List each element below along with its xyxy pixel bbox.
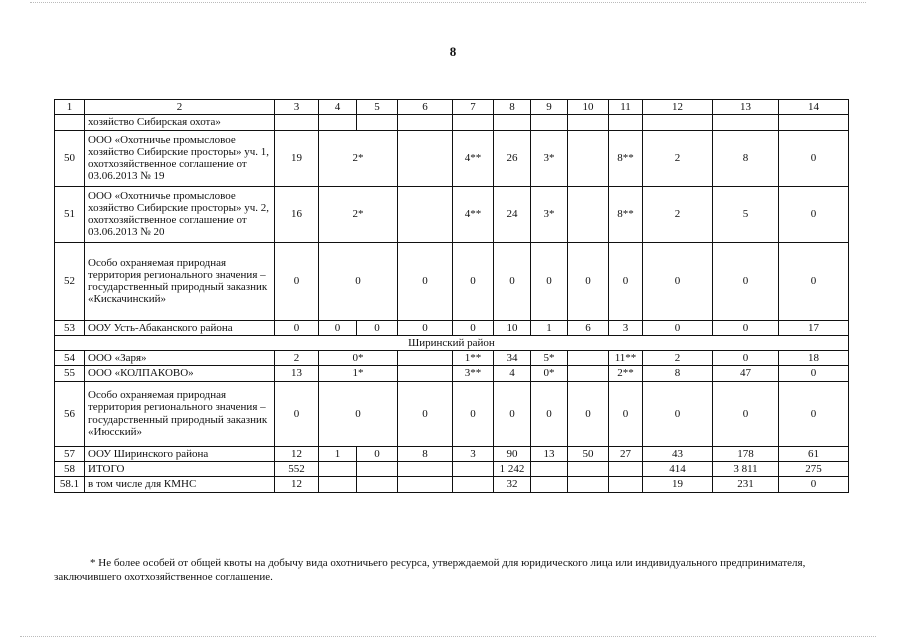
quota-value [357,477,398,492]
quota-value: 0 [357,446,398,461]
quota-value: 10 [494,320,531,335]
table-row [55,320,849,335]
quota-value: 2 [643,130,713,186]
row-number: 54 [55,351,85,366]
footnote: * Не более особей от общей квоты на добычу вида охотничьего ресурса, утверждаемой для юридического лица или индивидуального предпринимателя, заключившего охотхозяйственное соглашение. [54,557,806,583]
quota-value: 50 [568,446,609,461]
table-row [55,446,849,461]
quota-value: 0 [568,381,609,446]
quota-value: 0* [531,366,568,381]
quota-value: 0 [275,381,319,446]
quota-value: 0 [713,320,779,335]
quota-value [568,186,609,242]
region-label: Ширинский район [55,335,849,350]
quota-value: 18 [779,351,849,366]
holder-name: ООУ Ширинского района [85,446,275,461]
quota-value [319,115,357,130]
quota-value [453,477,494,492]
column-number: 2 [85,100,275,115]
quota-value: 1 [319,446,357,461]
quota-value: 1* [319,366,398,381]
quota-value [398,366,453,381]
quota-value: 0 [779,477,849,492]
holder-name: ООО «КОЛПАКОВО» [85,366,275,381]
row-number: 56 [55,381,85,446]
quota-value: 0 [398,320,453,335]
quota-value: 0 [643,242,713,320]
quota-value: 3 [453,446,494,461]
quota-value: 275 [779,462,849,477]
quota-value: 0 [494,381,531,446]
quota-value: 0 [713,242,779,320]
quota-value: 0 [609,381,643,446]
quota-value: 90 [494,446,531,461]
quota-value: 0 [398,242,453,320]
quota-value [568,462,609,477]
table-row [55,242,849,320]
holder-name: ООУ Усть-Абаканского района [85,320,275,335]
quota-value: 0 [453,320,494,335]
table-row [55,462,849,477]
quota-value [568,130,609,186]
quota-value: 0 [275,320,319,335]
page-number: 8 [449,44,457,59]
quota-value: 34 [494,351,531,366]
scan-top-edge [30,2,866,3]
quota-value: 0 [453,381,494,446]
quota-value: 3 811 [713,462,779,477]
column-number: 8 [494,100,531,115]
quota-value: 12 [275,477,319,492]
table-row [55,115,849,130]
quota-value: 8 [643,366,713,381]
quota-value: 0 [713,381,779,446]
holder-name: ООО «Охотничье промысловое хозяйство Сибирские просторы» уч. 2, охотхозяйственное соглашение от 03.06.2013 № 20 [85,186,275,242]
quota-value: 5 [713,186,779,242]
header-row [55,100,849,115]
holder-name: Особо охраняемая природная территория регионального значения – государственный природный заказник «Кискачинский» [85,242,275,320]
quota-value: 1 [531,320,568,335]
quota-value [319,462,357,477]
quota-value: 1 242 [494,462,531,477]
quota-value: 0 [643,320,713,335]
quota-value: 0 [531,381,568,446]
quota-value: 0 [643,381,713,446]
quota-value: 0 [609,242,643,320]
quota-value [319,477,357,492]
quota-value: 2* [319,186,398,242]
quota-value [643,115,713,130]
quota-value: 0 [779,130,849,186]
quota-table [54,99,849,493]
quota-value: 0 [779,381,849,446]
quota-value [398,351,453,366]
row-number [55,115,85,130]
column-number: 3 [275,100,319,115]
quota-value: 0 [713,351,779,366]
quota-value [609,477,643,492]
quota-value [494,115,531,130]
quota-value [398,115,453,130]
quota-value: 4 [494,366,531,381]
quota-value: 6 [568,320,609,335]
quota-value: 17 [779,320,849,335]
holder-name: хозяйство Сибирская охота» [85,115,275,130]
quota-value [398,462,453,477]
column-number: 14 [779,100,849,115]
row-number: 57 [55,446,85,461]
quota-value: 0 [398,381,453,446]
column-number: 5 [357,100,398,115]
quota-value: 0 [319,242,398,320]
column-number: 7 [453,100,494,115]
quota-value: 47 [713,366,779,381]
quota-value: 0 [779,242,849,320]
table-row [55,130,849,186]
quota-value [609,115,643,130]
quota-value [779,115,849,130]
quota-value: 0 [531,242,568,320]
quota-value: 24 [494,186,531,242]
row-number: 58.1 [55,477,85,492]
quota-value [398,186,453,242]
quota-value: 4** [453,130,494,186]
quota-value: 3* [531,130,568,186]
quota-value: 0 [453,242,494,320]
quota-value: 2* [319,130,398,186]
quota-value: 8 [713,130,779,186]
quota-value [531,462,568,477]
quota-value: 13 [275,366,319,381]
quota-value: 414 [643,462,713,477]
quota-value: 2 [643,351,713,366]
quota-value: 2** [609,366,643,381]
quota-value: 27 [609,446,643,461]
quota-value: 0 [779,366,849,381]
quota-value: 1** [453,351,494,366]
scan-bottom-edge [20,636,876,637]
column-number: 10 [568,100,609,115]
quota-value [568,477,609,492]
table-row [55,477,849,492]
row-number: 51 [55,186,85,242]
holder-name: ИТОГО [85,462,275,477]
quota-value [275,115,319,130]
quota-value: 4** [453,186,494,242]
quota-value [357,115,398,130]
quota-value: 2 [275,351,319,366]
quota-value: 0 [319,381,398,446]
quota-value [713,115,779,130]
quota-value [568,351,609,366]
holder-name: ООО «Охотничье промысловое хозяйство Сибирские просторы» уч. 1, охотхозяйственное соглашение от 03.06.2013 № 19 [85,130,275,186]
row-number: 58 [55,462,85,477]
quota-value: 231 [713,477,779,492]
column-number: 12 [643,100,713,115]
row-number: 55 [55,366,85,381]
column-number: 1 [55,100,85,115]
quota-value: 61 [779,446,849,461]
region-row [55,335,849,350]
quota-value [398,130,453,186]
column-number: 13 [713,100,779,115]
row-number: 50 [55,130,85,186]
holder-name: Особо охраняемая природная территория регионального значения – государственный природный заказник «Июсский» [85,381,275,446]
quota-value: 13 [531,446,568,461]
quota-value: 552 [275,462,319,477]
quota-value: 2 [643,186,713,242]
table-row [55,351,849,366]
table-row [55,381,849,446]
quota-value: 8 [398,446,453,461]
quota-value [531,477,568,492]
quota-table-body [55,100,849,493]
quota-value [398,477,453,492]
quota-value: 5* [531,351,568,366]
quota-value [453,462,494,477]
quota-value: 0* [319,351,398,366]
row-number: 53 [55,320,85,335]
quota-value [531,115,568,130]
quota-value: 32 [494,477,531,492]
quota-value [568,366,609,381]
quota-value [453,115,494,130]
column-number: 4 [319,100,357,115]
quota-value: 3 [609,320,643,335]
table-row [55,366,849,381]
row-number: 52 [55,242,85,320]
quota-value: 8** [609,130,643,186]
quota-value: 11** [609,351,643,366]
quota-value [357,462,398,477]
quota-value: 178 [713,446,779,461]
holder-name: ООО «Заря» [85,351,275,366]
quota-value: 0 [779,186,849,242]
quota-value: 16 [275,186,319,242]
quota-value: 0 [275,242,319,320]
quota-value: 3* [531,186,568,242]
quota-value [568,115,609,130]
quota-value: 8** [609,186,643,242]
quota-value: 26 [494,130,531,186]
column-number: 9 [531,100,568,115]
quota-value: 0 [319,320,357,335]
quota-value [609,462,643,477]
quota-value: 43 [643,446,713,461]
holder-name: в том числе для КМНС [85,477,275,492]
column-number: 11 [609,100,643,115]
table-row [55,186,849,242]
quota-value: 12 [275,446,319,461]
quota-value: 0 [494,242,531,320]
quota-value: 0 [568,242,609,320]
column-number: 6 [398,100,453,115]
quota-value: 19 [643,477,713,492]
quota-value: 3** [453,366,494,381]
quota-value: 0 [357,320,398,335]
quota-value: 19 [275,130,319,186]
